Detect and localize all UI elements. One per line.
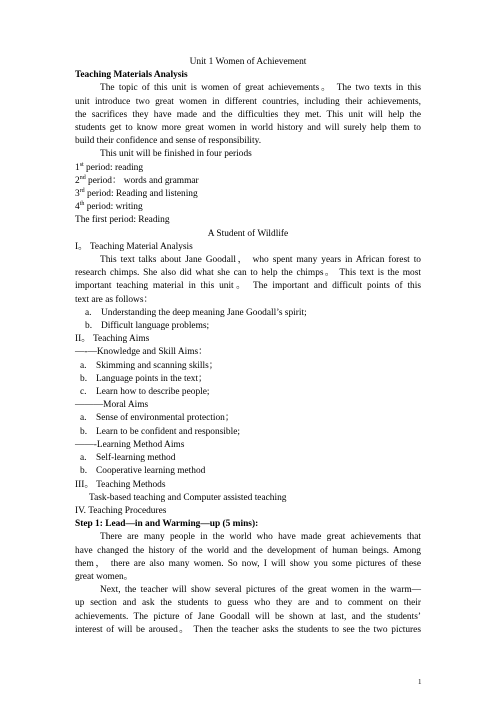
list-item: a. Understanding the deep meaning Jane Goodall’s spirit; [85, 307, 307, 318]
paragraph-line: great women。 [75, 571, 134, 582]
paragraph-line: The topic of this unit is women of great achievements。 The two texts in this [100, 83, 421, 94]
section-heading: I。 Teaching Material Analysis [75, 241, 193, 252]
step1-paragraph-2 [75, 584, 421, 637]
paragraph-line: have changed the history of the world and the development of human beings. Among [75, 545, 421, 556]
paragraph-line: Next, the teacher will show several pictures of the great women in the warm— [100, 585, 421, 596]
paragraph-line: important teaching material in this unit。 The important and difficult points of this [75, 281, 421, 292]
paragraph-line: text are as follows： [75, 294, 153, 305]
subsection-heading: —-—Knowledge and Skill Aims： [75, 347, 208, 358]
list-item: b. Cooperative learning method [80, 466, 206, 477]
lesson-title: A Student of Wildlife [207, 228, 289, 239]
paragraph-line: unit introduce two great women in different countries, including their achievements, [75, 96, 421, 107]
document-body [75, 56, 421, 637]
section-heading: III。 Teaching Methods [75, 479, 166, 490]
list-item: b. Language points in the text； [80, 373, 208, 384]
list-item: a. Sense of environmental protection； [80, 413, 235, 424]
period-list [75, 162, 421, 215]
paragraph-line: This text talks about Jane Goodall， who spent many years in African forest to [100, 255, 421, 266]
unit-title: Unit 1 Women of Achievement [189, 57, 307, 67]
period-item: 1st period: reading [75, 161, 144, 173]
period-item: 2nd period： words and grammar [75, 174, 199, 186]
period-item: 3rd period: Reading and listening [75, 187, 198, 200]
page-number: 1 [418, 678, 422, 686]
subsection-heading: ——-Learning Method Aims [75, 439, 185, 450]
list-item: a. Skimming and scanning skills； [80, 360, 219, 371]
list-item: a. Self-learning method [80, 453, 176, 464]
paragraph-line: them， there are also many women. So now, I will show you some pictures of these [75, 558, 421, 569]
paragraph-line: interest of will be aroused。 Then the teacher asks the students to see the two pictures [75, 624, 421, 635]
paragraph-line: There are many people in the world who have made great achievements that [100, 532, 421, 543]
list-item: c. Learn how to describe people; [80, 387, 210, 398]
section-heading: II。 Teaching Aims [75, 334, 150, 345]
analysis-paragraph [75, 82, 421, 148]
material-analysis-paragraph [75, 254, 421, 307]
step-heading: Step 1: Lead—in and Warming—up (5 mins): [75, 519, 259, 530]
teaching-methods-text: Task-based teaching and Computer assisted teaching [89, 492, 287, 503]
analysis-heading: Teaching Materials Analysis [75, 70, 188, 81]
list-item: b. Learn to be confident and responsible; [80, 426, 240, 437]
period-item: 4th period: writing [75, 201, 143, 213]
section-heading: IV. Teaching Procedures [75, 505, 167, 516]
paragraph-line: students get to know more great women in world history and will surely help them to [75, 123, 421, 134]
paragraph-line: build their confidence and sense of responsibility. [75, 136, 262, 147]
subsection-heading: ———Moral Aims [75, 400, 149, 411]
list-item: b. Difficult language problems; [85, 321, 210, 332]
periods-intro: This unit will be finished in four periods [100, 149, 252, 160]
paragraph-line: achievements. The picture of Jane Goodall will be shown at last, and the students’ [75, 611, 421, 622]
paragraph-line: the sacrifices they have made and the difficulties they met. This unit will help the [75, 109, 421, 120]
paragraph-line: research chimps. She also did what she can to help the chimps。 This text is the most [75, 268, 421, 279]
first-period-label: The first period: Reading [75, 215, 170, 226]
step1-paragraph-1 [75, 531, 421, 584]
paragraph-line: up section and ask the students to guess who they are and to comment on their [75, 598, 421, 609]
